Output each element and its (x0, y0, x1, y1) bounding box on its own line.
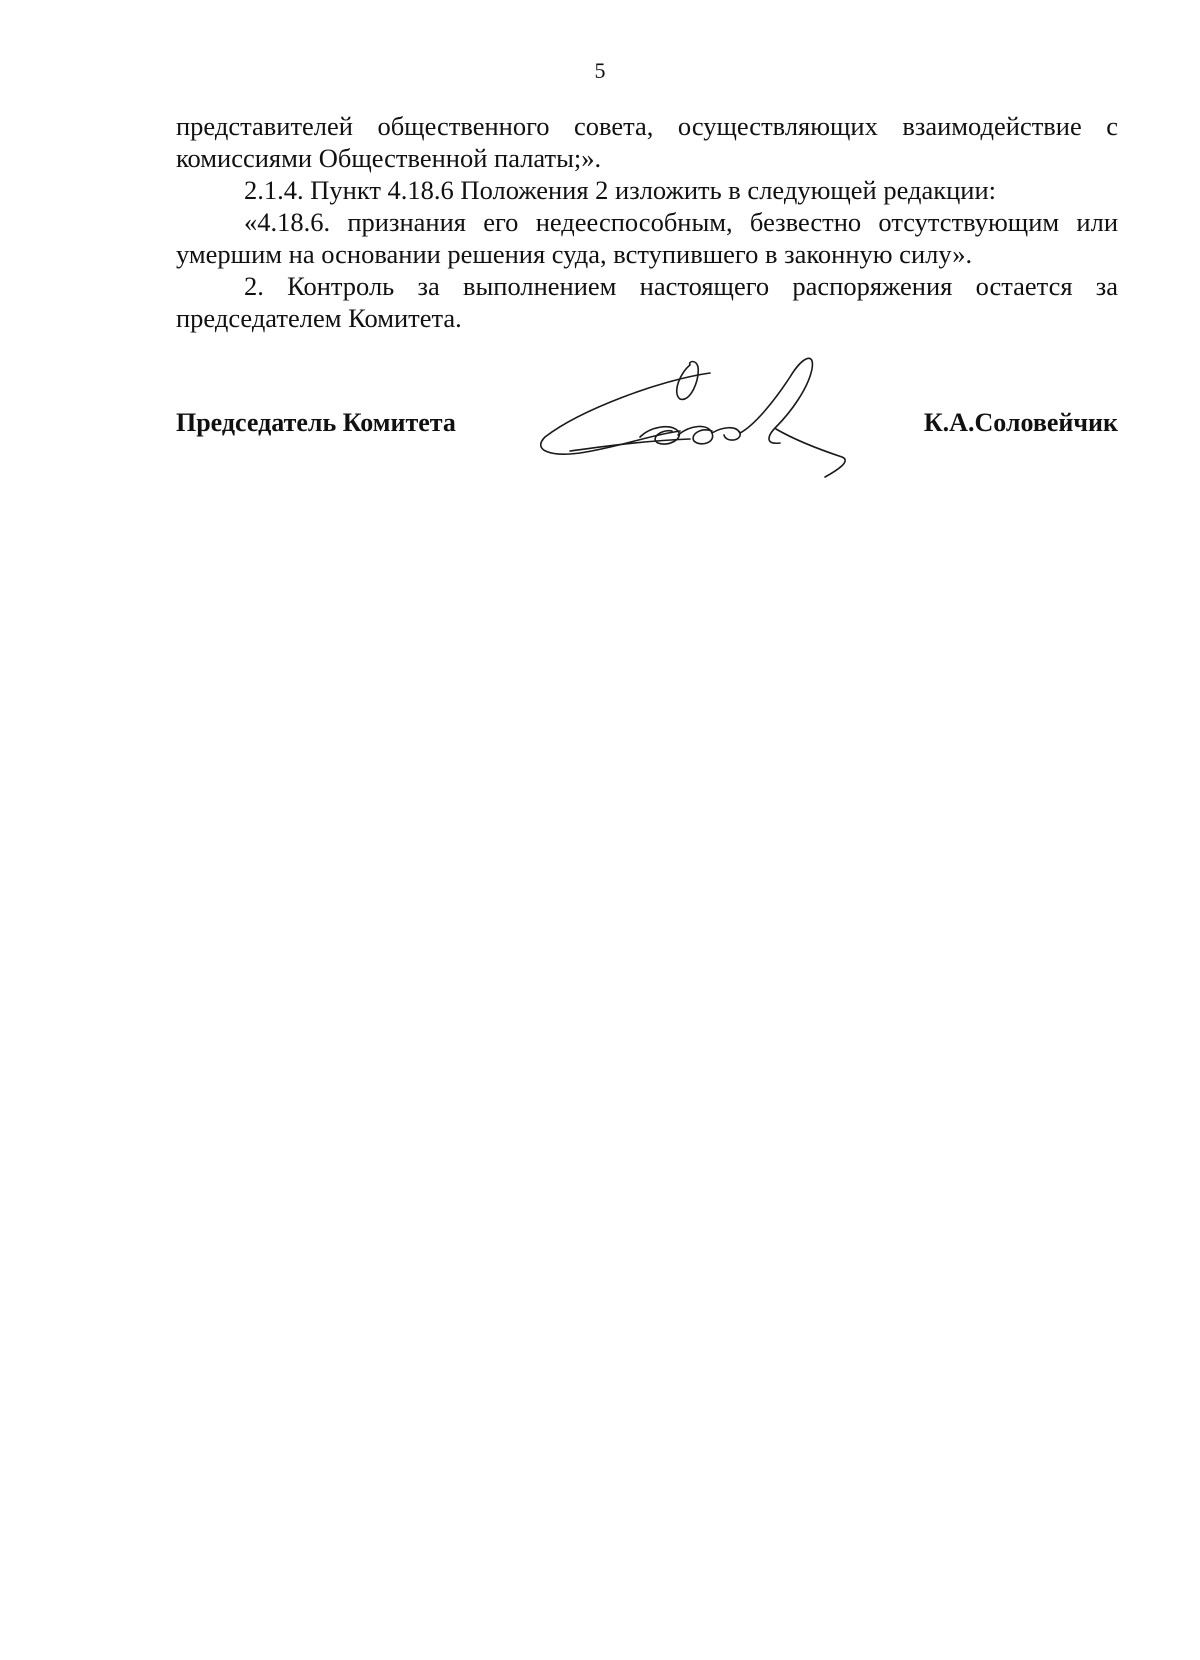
handwritten-signature (540, 355, 880, 495)
paragraph-quote-4-18-6: «4.18.6. признания его недееспособным, безвестно отсутствующим или умершим на основании решения суда, вступившего в законную силу». (176, 207, 1118, 269)
page-number: 5 (594, 58, 606, 83)
paragraph-control-clause: 2. Контроль за выполнением настоящего распоряжения остается за председателем Комитета. (176, 271, 1118, 333)
signatory-title: Председатель Комитета (176, 408, 456, 437)
signatory-name: К.А.Соловейчик (923, 408, 1118, 437)
paragraph-continuation: представителей общественного совета, осуществляющих взаимодействие с комиссиями Общественной палаты;». (176, 111, 1118, 173)
paragraph-clause-2-1-4: 2.1.4. Пункт 4.18.6 Положения 2 изложить в следующей редакции: (244, 175, 997, 205)
document-body (176, 110, 1118, 334)
